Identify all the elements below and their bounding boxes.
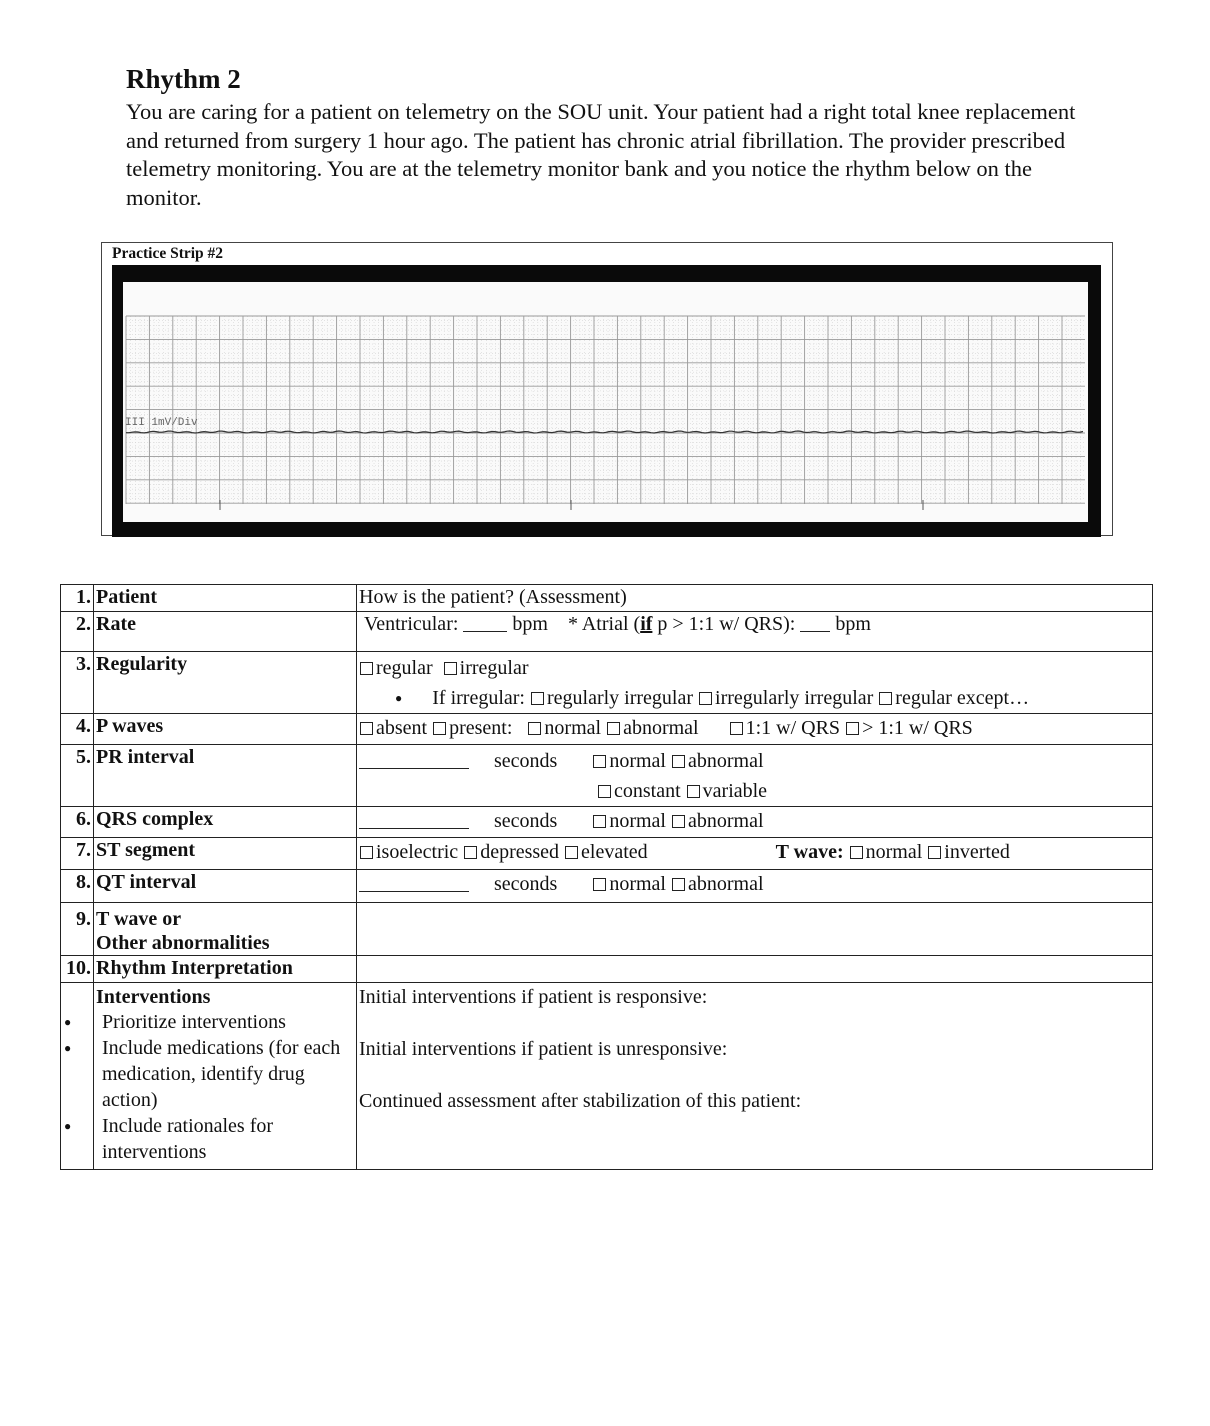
qt-cell	[357, 870, 1153, 903]
seconds-label: seconds	[494, 750, 558, 772]
regular-checkbox[interactable]	[360, 662, 373, 675]
qrs-normal-checkbox[interactable]	[593, 815, 606, 828]
row-label: QT interval	[94, 870, 357, 903]
intervention-guidelines	[64, 1009, 354, 1165]
gt-one-to-one-checkbox[interactable]	[846, 722, 859, 735]
t-normal-option: normal	[865, 841, 923, 863]
qrs-abnormal-option: abnormal	[687, 810, 764, 832]
absent-option: absent	[376, 717, 428, 739]
row-number: 5.	[61, 745, 94, 807]
isoelectric-checkbox[interactable]	[360, 846, 373, 859]
atrial-pre: * Atrial (	[567, 613, 641, 635]
row-patient	[61, 585, 1153, 612]
row-st-segment	[61, 838, 1153, 870]
rate-cell	[357, 612, 1153, 652]
bullet-icon: ●	[395, 691, 403, 705]
irregular-checkbox[interactable]	[444, 662, 457, 675]
st-cell	[357, 838, 1153, 870]
row-number: 4.	[61, 714, 94, 745]
one-to-one-checkbox[interactable]	[730, 722, 743, 735]
pr-abnormal-checkbox[interactable]	[672, 755, 685, 768]
unresponsive-prompt: Initial interventions if patient is unresponsive:	[359, 1038, 728, 1060]
t-inverted-option: inverted	[944, 841, 1010, 863]
p-normal-option: normal	[544, 717, 602, 739]
regular-option: regular	[376, 657, 433, 679]
row-interpretation	[61, 956, 1153, 983]
qt-normal-checkbox[interactable]	[593, 878, 606, 891]
constant-checkbox[interactable]	[598, 785, 611, 798]
one-to-one-option: 1:1 w/ QRS	[745, 717, 841, 739]
row-label: QRS complex	[94, 807, 357, 838]
qt-abnormal-option: abnormal	[687, 873, 764, 895]
assessment-worksheet	[60, 584, 1153, 1170]
t-wave-label: T wave:	[775, 841, 844, 863]
regular-except-option: regular except…	[895, 687, 1030, 709]
row-regularity	[61, 652, 1153, 714]
absent-checkbox[interactable]	[360, 722, 373, 735]
interventions-label-cell	[94, 983, 357, 1170]
scenario-text: You are caring for a patient on telemetry on the SOU unit. Your patient had a right total knee replacement and returned from surgery 1 hour ago. The patient has chronic atrial fibrillation. The provider prescribed telemetry monitoring. You are at the telemetry monitor bank and you notice the rhythm below on the monitor.	[126, 99, 1076, 210]
qrs-cell	[357, 807, 1153, 838]
ecg-major-grid	[126, 316, 1085, 510]
elevated-checkbox[interactable]	[565, 846, 578, 859]
page-title: Rhythm 2	[126, 64, 241, 94]
atrial-label	[568, 613, 795, 635]
row-qrs	[61, 807, 1153, 838]
row-label: Rate	[94, 612, 357, 652]
row-number: 8.	[61, 870, 94, 903]
row-number: 6.	[61, 807, 94, 838]
row-label: PR interval	[94, 745, 357, 807]
responsive-prompt: Initial interventions if patient is responsive:	[359, 986, 708, 1008]
present-checkbox[interactable]	[433, 722, 446, 735]
patient-assessment-prompt: How is the patient? (Assessment)	[357, 585, 1153, 612]
row-number: 7.	[61, 838, 94, 870]
row-label: ST segment	[94, 838, 357, 870]
pr-abnormal-option: abnormal	[687, 750, 764, 772]
atrial-post: p > 1:1 w/ QRS):	[652, 613, 796, 635]
row-number: 2.	[61, 612, 94, 652]
isoelectric-option: isoelectric	[376, 841, 459, 863]
pr-normal-option: normal	[609, 750, 666, 772]
row-p-waves	[61, 714, 1153, 745]
qrs-seconds-blank[interactable]	[359, 828, 469, 829]
row-label: P waves	[94, 714, 357, 745]
interventions-cell[interactable]	[357, 983, 1153, 1170]
ventricular-rate-blank[interactable]	[463, 631, 507, 632]
t-inverted-checkbox[interactable]	[928, 846, 941, 859]
p-abnormal-checkbox[interactable]	[607, 722, 620, 735]
interventions-label: Interventions	[96, 986, 211, 1008]
guideline-item: ● Prioritize interventions	[64, 1009, 354, 1035]
t-normal-checkbox[interactable]	[850, 846, 863, 859]
lead-label: III 1mV/Div	[125, 417, 198, 429]
present-option: present:	[449, 717, 513, 739]
qrs-normal-option: normal	[609, 810, 666, 832]
atrial-if: if	[640, 613, 653, 635]
irregularly-irregular-option: irregularly irregular	[715, 687, 874, 709]
pr-normal-checkbox[interactable]	[593, 755, 606, 768]
depressed-checkbox[interactable]	[464, 846, 477, 859]
qt-normal-option: normal	[609, 873, 666, 895]
row-interventions	[61, 983, 1153, 1170]
variable-option: variable	[702, 780, 768, 802]
ecg-grid	[123, 282, 1088, 522]
variable-checkbox[interactable]	[687, 785, 700, 798]
bpm-label: bpm	[512, 613, 548, 635]
qt-abnormal-checkbox[interactable]	[672, 878, 685, 891]
row-label	[94, 903, 357, 956]
regularly-irregular-option: regularly irregular	[546, 687, 694, 709]
row-number: 10.	[61, 956, 94, 983]
constant-option: constant	[614, 780, 681, 802]
atrial-rate-blank[interactable]	[800, 631, 830, 632]
reg-except-checkbox[interactable]	[879, 692, 892, 705]
irregular-option: irregular	[459, 657, 529, 679]
continued-prompt: Continued assessment after stabilization of this patient:	[359, 1090, 802, 1112]
bpm-label-2: bpm	[835, 613, 871, 635]
guideline-item: ● Include medications (for each medication, identify drug action)	[64, 1035, 354, 1113]
p-abnormal-option: abnormal	[623, 717, 699, 739]
seconds-label: seconds	[494, 873, 558, 895]
row-t-wave-other	[61, 903, 1153, 956]
row-label: Rhythm Interpretation	[94, 956, 357, 983]
row-number: 3.	[61, 652, 94, 714]
pr-cell	[357, 745, 1153, 807]
p-normal-checkbox[interactable]	[528, 722, 541, 735]
interpretation-answer[interactable]	[357, 956, 1153, 983]
elevated-option: elevated	[581, 841, 648, 863]
reg-irreg-checkbox[interactable]	[531, 692, 544, 705]
ecg-screen	[123, 282, 1088, 522]
if-irregular-label: If irregular:	[432, 687, 525, 709]
pr-seconds-blank[interactable]	[359, 768, 469, 769]
p-waves-cell	[357, 714, 1153, 745]
qrs-abnormal-checkbox[interactable]	[672, 815, 685, 828]
depressed-option: depressed	[480, 841, 560, 863]
qt-seconds-blank[interactable]	[359, 891, 469, 892]
gt-one-to-one-option: > 1:1 w/ QRS	[862, 717, 973, 739]
practice-strip-label: Practice Strip #2	[112, 245, 224, 262]
seconds-label: seconds	[494, 810, 558, 832]
row-number: 9.	[61, 903, 94, 956]
row-qt-interval	[61, 870, 1153, 903]
irreg-irreg-checkbox[interactable]	[699, 692, 712, 705]
row-rate	[61, 612, 1153, 652]
row-label-line-2: Other abnormalities	[96, 932, 270, 954]
row-number: 1.	[61, 585, 94, 612]
row-label: Regularity	[94, 652, 357, 714]
row-pr-interval	[61, 745, 1153, 807]
row-label-line-1: T wave or	[96, 908, 182, 930]
regularity-cell	[357, 652, 1153, 714]
row-label: Patient	[94, 585, 357, 612]
guideline-item: ● Include rationales for interventions	[64, 1113, 354, 1165]
t-wave-other-answer[interactable]	[357, 903, 1153, 956]
ventricular-label: Ventricular:	[364, 613, 459, 635]
